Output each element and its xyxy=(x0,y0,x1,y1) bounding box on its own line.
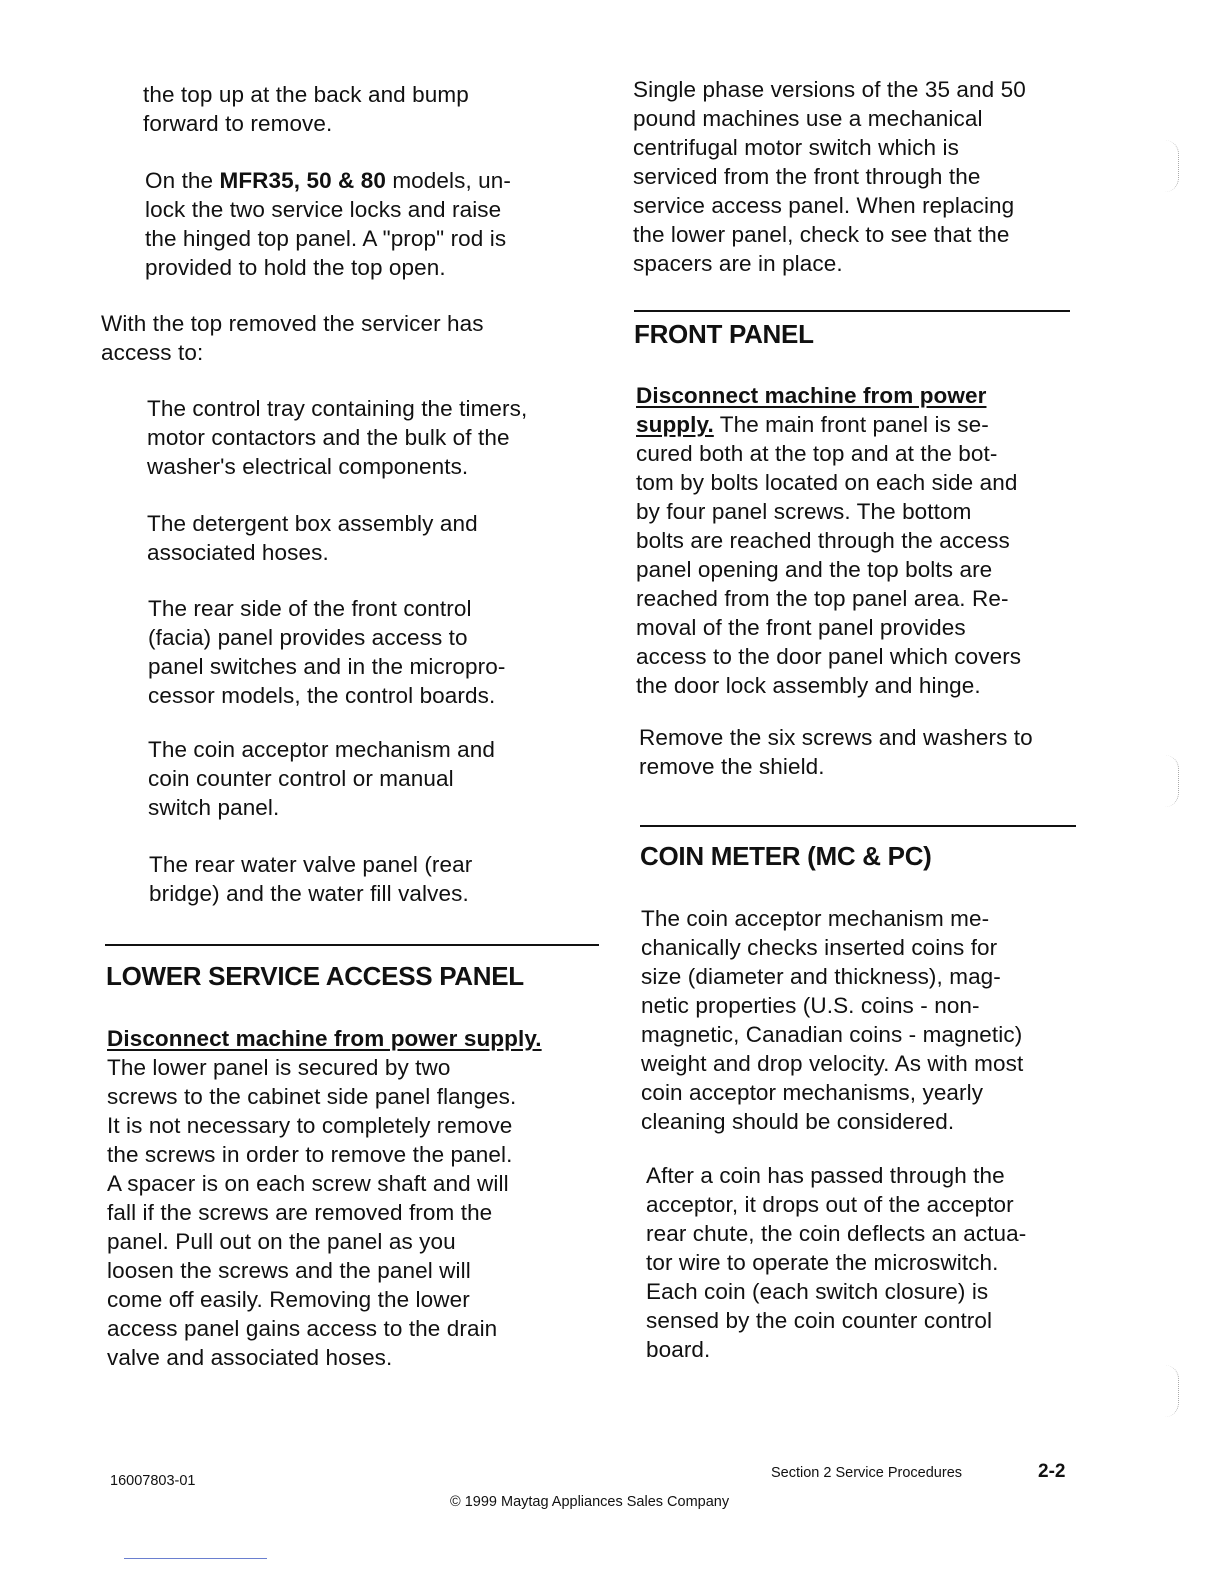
power-warning: Disconnect machine from power xyxy=(636,383,987,408)
binder-hole-mark xyxy=(1160,1365,1179,1417)
text-line: bolts are reached through the access xyxy=(636,528,1010,553)
text-line: cleaning should be considered. xyxy=(641,1109,955,1134)
text-line: (facia) panel provides access to xyxy=(148,625,468,650)
paragraph-top-removal xyxy=(143,80,469,138)
text-line: bridge) and the water fill valves. xyxy=(149,881,469,906)
model-numbers: MFR35, 50 & 80 xyxy=(219,168,386,193)
text-line: associated hoses. xyxy=(147,540,329,565)
text-line: centrifugal motor switch which is xyxy=(633,135,959,160)
text-line: rear chute, the coin deflects an actua- xyxy=(646,1221,1027,1246)
copyright: © 1999 Maytag Appliances Sales Company xyxy=(450,1494,730,1510)
text-line: lock the two service locks and raise xyxy=(145,197,502,222)
text-line: provided to hold the top open. xyxy=(145,255,446,280)
text-line: washer's electrical components. xyxy=(147,454,469,479)
access-item-detergent-box xyxy=(147,509,478,567)
text-line: moval of the front panel provides xyxy=(636,615,966,640)
text-line: forward to remove. xyxy=(143,111,333,136)
text-line: loosen the screws and the panel will xyxy=(107,1258,471,1283)
paragraph-coin-acceptor xyxy=(641,904,1023,1136)
text-line: the screws in order to remove the panel. xyxy=(107,1142,513,1167)
text-line: pound machines use a mechanical xyxy=(633,106,983,131)
text-line: valve and associated hoses. xyxy=(107,1345,393,1370)
bottom-divider xyxy=(124,1558,267,1559)
text-line: The coin acceptor mechanism me- xyxy=(641,906,990,931)
text-line: The rear side of the front control xyxy=(148,596,472,621)
text-line: It is not necessary to completely remove xyxy=(107,1113,513,1138)
text-line: size (diameter and thickness), mag- xyxy=(641,964,1001,989)
text-line: motor contactors and the bulk of the xyxy=(147,425,510,450)
text-line: The control tray containing the timers, xyxy=(147,396,528,421)
power-warning: Disconnect machine from power supply. xyxy=(107,1026,542,1051)
text-line: panel. Pull out on the panel as you xyxy=(107,1229,456,1254)
text-line: serviced from the front through the xyxy=(633,164,981,189)
access-item-control-tray xyxy=(147,394,527,481)
access-item-coin-acceptor xyxy=(148,735,495,822)
text-line: coin counter control or manual xyxy=(148,766,454,791)
document-number: 16007803-01 xyxy=(110,1473,196,1489)
text-line: weight and drop velocity. As with most xyxy=(641,1051,1024,1076)
text-line: Remove the six screws and washers to xyxy=(639,725,1033,750)
paragraph-front-panel xyxy=(636,381,1021,700)
text-line: by four panel screws. The bottom xyxy=(636,499,972,524)
text-line: remove the shield. xyxy=(639,754,825,779)
text-line: the top up at the back and bump xyxy=(143,82,469,107)
text-line: chanically checks inserted coins for xyxy=(641,935,998,960)
access-item-front-control xyxy=(148,594,505,710)
text-line: access panel gains access to the drain xyxy=(107,1316,498,1341)
text-line: fall if the screws are removed from the xyxy=(107,1200,493,1225)
heading-front-panel: FRONT PANEL xyxy=(634,319,814,349)
text-fragment: models, un- xyxy=(385,168,511,193)
section-divider xyxy=(105,944,599,946)
section-divider xyxy=(634,310,1070,312)
text-fragment: The main front panel is se- xyxy=(713,412,989,437)
text-line: netic properties (U.S. coins - non- xyxy=(641,993,980,1018)
text-line: spacers are in place. xyxy=(633,251,843,276)
access-item-water-valve xyxy=(149,850,472,908)
text-line: access to: xyxy=(101,340,204,365)
page-number: 2-2 xyxy=(1038,1461,1066,1482)
text-line: The detergent box assembly and xyxy=(147,511,478,536)
text-line: tor wire to operate the microswitch. xyxy=(646,1250,999,1275)
text-line: After a coin has passed through the xyxy=(646,1163,1005,1188)
text-fragment: On the xyxy=(145,168,220,193)
paragraph-remove-shield xyxy=(639,723,1033,781)
text-line: Single phase versions of the 35 and 50 xyxy=(633,77,1026,102)
text-line: panel switches and in the micropro- xyxy=(148,654,506,679)
paragraph-single-phase xyxy=(633,75,1026,278)
section-label: Section 2 Service Procedures xyxy=(771,1465,963,1481)
paragraph-lower-panel xyxy=(107,1024,542,1372)
text-line: service access panel. When replacing xyxy=(633,193,1015,218)
text-line: screws to the cabinet side panel flanges. xyxy=(107,1084,517,1109)
text-line: access to the door panel which covers xyxy=(636,644,1022,669)
heading-coin-meter: COIN METER (MC & PC) xyxy=(640,841,932,871)
paragraph-mfr-models xyxy=(145,166,511,282)
text-line: reached from the top panel area. Re- xyxy=(636,586,1009,611)
text-line: Each coin (each switch closure) is xyxy=(646,1279,989,1304)
text-line: The coin acceptor mechanism and xyxy=(148,737,496,762)
text-line: board. xyxy=(646,1337,711,1362)
text-line: acceptor, it drops out of the acceptor xyxy=(646,1192,1014,1217)
heading-lower-service-access-panel: LOWER SERVICE ACCESS PANEL xyxy=(106,961,524,991)
text-line: cured both at the top and at the bot- xyxy=(636,441,998,466)
power-warning: supply. xyxy=(636,412,714,437)
binder-hole-mark xyxy=(1160,140,1179,192)
text-line: tom by bolts located on each side and xyxy=(636,470,1018,495)
section-divider xyxy=(640,825,1076,827)
text-line: the lower panel, check to see that the xyxy=(633,222,1010,247)
text-line: coin acceptor mechanisms, yearly xyxy=(641,1080,984,1105)
text-line: the hinged top panel. A "prop" rod is xyxy=(145,226,507,251)
paragraph-servicer-access xyxy=(101,309,484,367)
text-line: A spacer is on each screw shaft and will xyxy=(107,1171,509,1196)
text-line: cessor models, the control boards. xyxy=(148,683,496,708)
text-line: The rear water valve panel (rear xyxy=(149,852,473,877)
text-line: come off easily. Removing the lower xyxy=(107,1287,470,1312)
paragraph-coin-microswitch xyxy=(646,1161,1026,1364)
text-line: switch panel. xyxy=(148,795,280,820)
text-line: The lower panel is secured by two xyxy=(107,1055,451,1080)
text-line: magnetic, Canadian coins - magnetic) xyxy=(641,1022,1023,1047)
text-line: the door lock assembly and hinge. xyxy=(636,673,981,698)
text-line: sensed by the coin counter control xyxy=(646,1308,993,1333)
text-line: panel opening and the top bolts are xyxy=(636,557,993,582)
binder-hole-mark xyxy=(1160,755,1179,807)
text-line: With the top removed the servicer has xyxy=(101,311,484,336)
